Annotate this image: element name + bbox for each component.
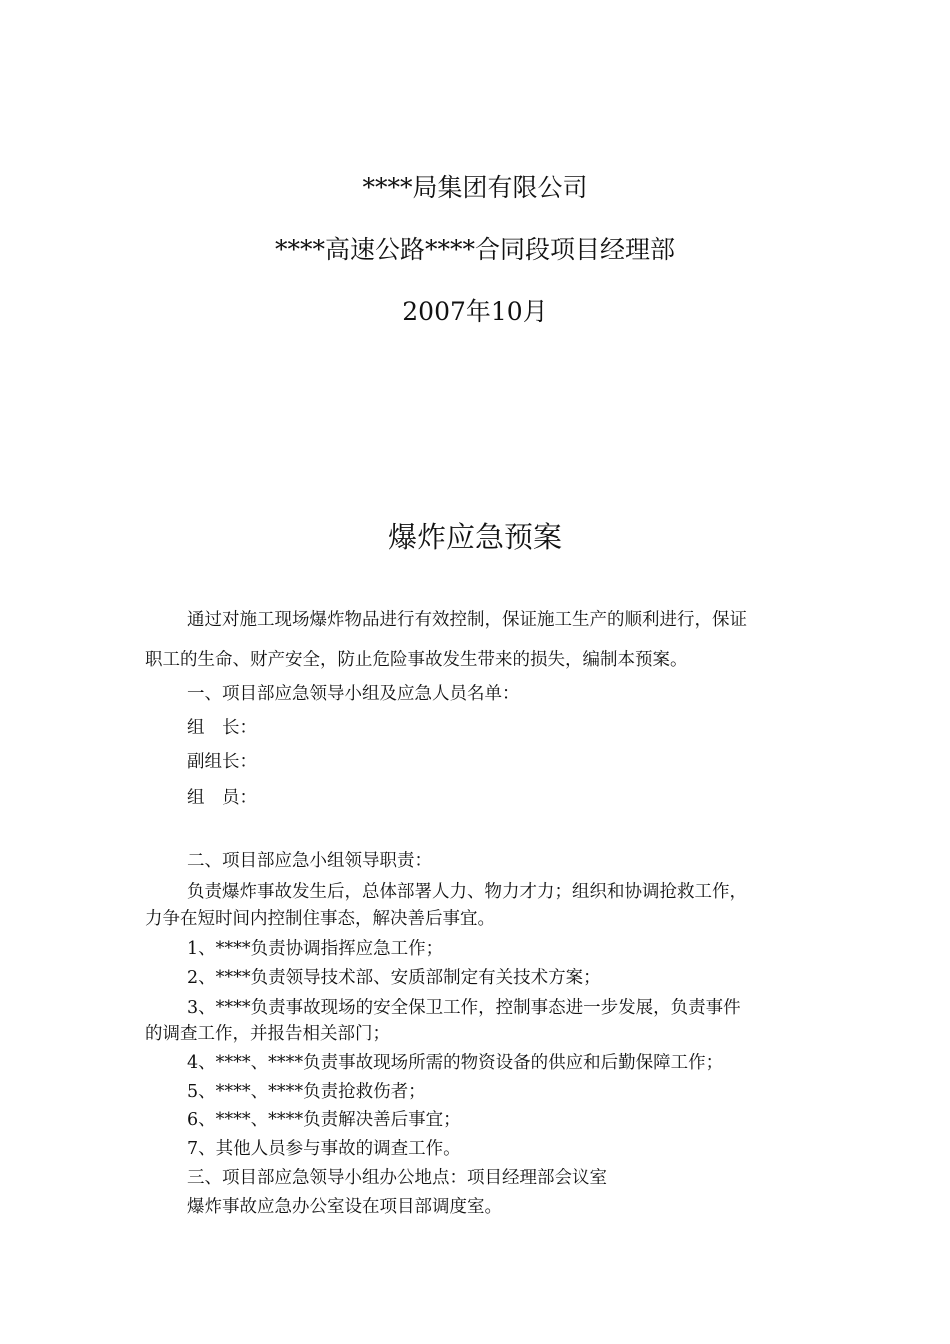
duty-item-4: 4、****、****负责事故现场所需的物资设备的供应和后勤保障工作； <box>187 1053 724 1073</box>
duty-item-3-line-2: 的调查工作，并报告相关部门； <box>145 1024 390 1044</box>
duty-item-3-line-1: 3、****负责事故现场的安全保卫工作，控制事态进一步发展，负责事件 <box>187 998 741 1018</box>
duty-item-5: 5、****、****负责抢救伤者； <box>187 1082 426 1102</box>
department-name: ****高速公路****合同段项目经理部 <box>274 235 675 264</box>
duty-item-7: 7、其他人员参与事故的调查工作。 <box>187 1139 461 1159</box>
intro-line-1: 通过对施工现场爆炸物品进行有效控制，保证施工生产的顺利进行，保证 <box>187 610 747 630</box>
duty-item-2: 2、****负责领导技术部、安质部制定有关技术方案； <box>187 968 601 988</box>
duty-item-1: 1、****负责协调指挥应急工作； <box>187 939 444 959</box>
leader-label: 组 长： <box>187 718 257 738</box>
intro-line-2: 职工的生命、财产安全，防止危险事故发生带来的损失，编制本预案。 <box>145 650 688 670</box>
section2-desc-line-2: 力争在短时间内控制住事态，解决善后事宜。 <box>145 909 495 929</box>
section1-heading: 一、项目部应急领导小组及应急人员名单： <box>187 684 520 704</box>
section2-desc-line-1: 负责爆炸事故发生后，总体部署人力、物力才力；组织和协调抢救工作， <box>187 882 747 902</box>
duty-item-6: 6、****、****负责解决善后事宜； <box>187 1110 461 1130</box>
section2-heading: 二、项目部应急小组领导职责： <box>187 851 432 871</box>
company-name: ****局集团有限公司 <box>362 173 588 202</box>
deputy-label: 副组长： <box>187 752 257 772</box>
section3-office: 爆炸事故应急办公室设在项目部调度室。 <box>187 1197 502 1217</box>
member-label: 组 员： <box>187 788 257 808</box>
document-date: 2007年10月 <box>402 297 548 326</box>
section3-heading: 三、项目部应急领导小组办公地点：项目经理部会议室 <box>187 1168 607 1188</box>
document-title: 爆炸应急预案 <box>387 520 562 554</box>
